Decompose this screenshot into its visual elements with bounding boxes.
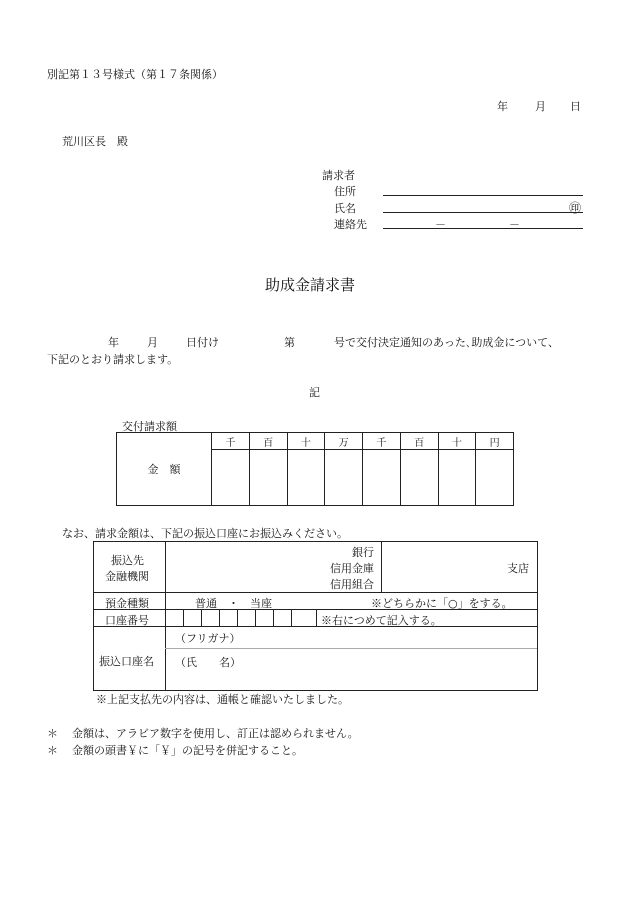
body-line2: 下記のとおり請求します。 (47, 353, 179, 366)
addressee: 荒川区長 殿 (62, 135, 128, 148)
deposit-type-options[interactable]: 普通 ・ 当座 (195, 597, 272, 610)
amount-digit-cell[interactable] (212, 450, 250, 506)
account-cell-divider (255, 609, 256, 626)
confirm-note: ※上記支払先の内容は、通帳と確認いたしました。 (96, 693, 349, 706)
account-number-label: 口座番号 (105, 614, 149, 627)
body-month-label: 月 (147, 336, 158, 349)
body-line1-rest: 号で交付決定通知のあった､助成金について、 (334, 336, 559, 349)
account-cell-divider (201, 609, 202, 626)
unit-yen: 円 (476, 433, 514, 450)
footnote-text: 金額の頭書￥に「￥」の記号を併記すること。 (72, 744, 303, 757)
unit-thousand-myriad: 千 (212, 433, 250, 450)
body-day-label: 日付け (186, 336, 219, 349)
unit-hundred-myriad: 百 (249, 433, 287, 450)
row-divider (94, 592, 537, 593)
contact-dash: － (509, 218, 520, 231)
account-holder-name-label: （氏 名） (175, 656, 241, 669)
amount-digit-cell[interactable] (476, 450, 514, 506)
branch-label: 支店 (507, 562, 529, 575)
account-cell-divider (237, 609, 238, 626)
unit-thousand: 千 (363, 433, 401, 450)
bank-account-table (93, 541, 538, 691)
name-label: 氏名 (334, 202, 356, 215)
bank-type-kumiai: 信用組合 (330, 578, 374, 591)
ki-heading: 記 (309, 386, 320, 399)
footnote-mark: ＊ (47, 727, 58, 740)
bank-type-shinkin: 信用金庫 (330, 562, 374, 575)
body-dai-label: 第 (284, 336, 295, 349)
deposit-type-note: ※どちらかに「○」をする。 (371, 597, 513, 610)
account-name-label: 振込口座名 (99, 655, 154, 668)
date-year-label: 年 (497, 100, 508, 113)
transfer-note: なお、請求金額は、下記の振込口座にお振込みください。 (62, 527, 348, 540)
amount-digit-cell[interactable] (325, 450, 363, 506)
contact-field[interactable] (383, 228, 583, 229)
branch-divider (381, 542, 382, 592)
footnote-mark: ＊ (47, 744, 58, 757)
unit-ten-myriad: 十 (287, 433, 325, 450)
account-cell-divider (291, 609, 292, 626)
account-cell-divider (273, 609, 274, 626)
claimant-heading: 請求者 (322, 169, 355, 182)
furigana-divider (165, 648, 537, 649)
date-month-label: 月 (535, 100, 546, 113)
label-column-divider (165, 542, 166, 690)
furigana-label: （フリガナ） (175, 632, 241, 645)
account-cell-divider (219, 609, 220, 626)
amount-digit-cell[interactable] (363, 450, 401, 506)
bank-type-bank: 銀行 (352, 546, 374, 559)
unit-hundred: 百 (400, 433, 438, 450)
account-cell-divider (183, 609, 184, 626)
amount-digit-cell[interactable] (249, 450, 287, 506)
footnote-text: 金額は、アラビア数字を使用し、訂正は認められません。 (72, 727, 359, 740)
contact-dash: － (435, 218, 446, 231)
address-label: 住所 (334, 185, 356, 198)
name-field[interactable] (383, 212, 583, 213)
body-year-label: 年 (108, 336, 119, 349)
form-number: 別記第１３号様式（第１７条関係） (47, 68, 223, 81)
row-divider (94, 626, 537, 627)
account-cell-divider (316, 609, 317, 626)
date-day-label: 日 (570, 100, 581, 113)
amount-row-label: 金 額 (117, 433, 212, 506)
amount-digit-cell[interactable] (400, 450, 438, 506)
address-field[interactable] (383, 195, 583, 196)
account-number-note: ※右につめて記入する。 (321, 614, 442, 627)
contact-label: 連絡先 (334, 218, 367, 231)
document-title: 助成金請求書 (265, 276, 356, 294)
amount-table (116, 432, 514, 506)
institution-label-2: 金融機関 (105, 570, 149, 583)
amount-caption: 交付請求額 (122, 420, 177, 433)
unit-myriad: 万 (325, 433, 363, 450)
seal-mark: ㊞ (569, 201, 582, 215)
amount-digit-cell[interactable] (438, 450, 476, 506)
unit-ten: 十 (438, 433, 476, 450)
deposit-type-label: 預金種類 (105, 597, 149, 610)
institution-label-1: 振込先 (111, 554, 144, 567)
amount-digit-cell[interactable] (287, 450, 325, 506)
